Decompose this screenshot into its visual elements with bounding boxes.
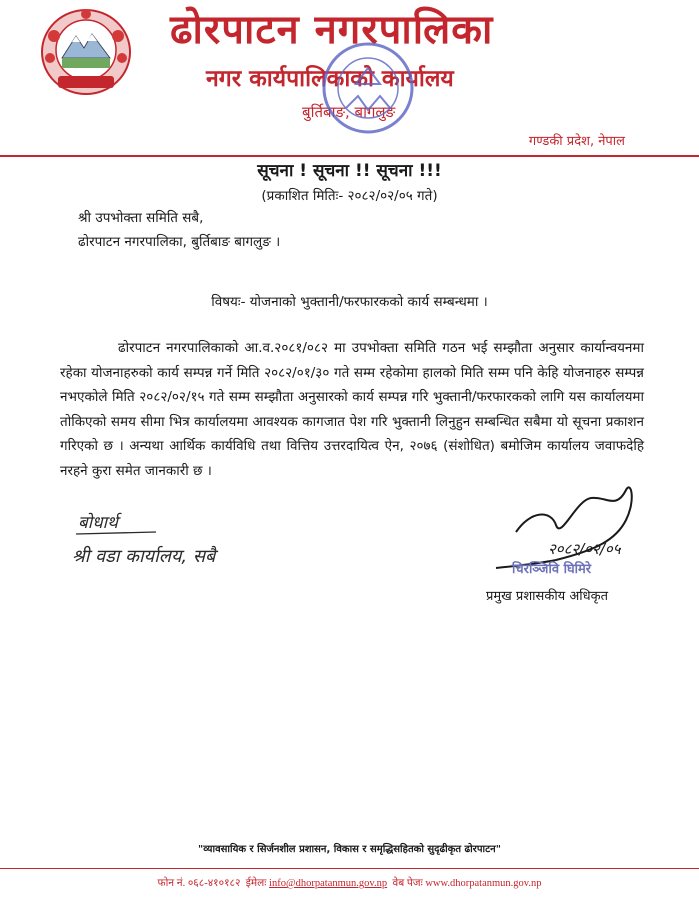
cc-label: बोधार्थ	[78, 513, 118, 533]
email-link[interactable]: info@dhorpatanmun.gov.np	[269, 878, 388, 889]
notice-subject: विषयः- योजनाको भुक्तानी/फरफारकको कार्य सम्बन्धमा ।	[211, 294, 488, 310]
signature-mark	[476, 470, 676, 570]
footer-divider	[0, 868, 699, 869]
contact-footer	[0, 876, 699, 892]
phone-label: फोन नं.	[157, 878, 186, 889]
header-divider	[0, 155, 699, 157]
signatory-name-text: चिरञ्जिवि घिमिरे	[512, 562, 592, 577]
recipient-address: ढोरपाटन नगरपालिका, बुर्तिबाङ बागलुङ ।	[78, 234, 281, 250]
phone-number: ०६८-४१०१८२	[187, 878, 241, 889]
recipient-line: श्री उपभोक्ता समिति सबै,	[78, 210, 204, 226]
website-link[interactable]: www.dhorpatanmun.gov.np	[425, 878, 542, 889]
cc-recipients: श्री वडा कार्यालय, सबै	[72, 546, 216, 567]
province-label: गण्डकी प्रदेश, नेपाल	[528, 134, 625, 149]
nepal-emblem-icon	[40, 6, 132, 96]
cc-handwritten-note	[72, 508, 312, 570]
web-label: वेब पेजः	[392, 878, 423, 889]
email-label: ईमेलः	[245, 878, 267, 889]
signature-date: २०८२/०२/०५	[548, 540, 621, 558]
notice-heading: सूचना ! सूचना !! सूचना !!!	[257, 161, 442, 181]
municipality-title: ढोरपाटन नगरपालिका	[170, 7, 494, 53]
office-stamp-icon	[318, 38, 418, 138]
notice-body: ढोरपाटन नगरपालिकाको आ.व.२०८१/०८२ मा उपभोक्ता समिति गठन भई सम्झौता अनुसार कार्यान्वयनमा रहेका योजनाहरुको कार्य सम्पन्न गर्ने मिति २०८२/०१/३० गते सम्म रहेकोमा हालको मिति सम्म पनि केहि योजनाहरु सम्पन्न नभएकोले मिति २०८२/०२/१५ गते सम्म सम्झौता अनुसारको कार्य सम्पन्न गरि भुक्तानी/फरफारकको लागि यस कार्यालयमा तोकिएको समय सीमा भित्र कार्यालयमा आवश्यक कागजात पेश गरि भुक्तानी लिनुहुन सम्बन्धित सबैमा यो सूचना प्रकाशन गरिएको छ । अन्यथा आर्थिक कार्यविधि तथा वित्तिय उत्तरदायित्व ऐन, २०७६ (संशोधित) बमोजिम कार्यालय जवाफदेहि नरहने कुरा समेत जानकारी छ ।	[60, 340, 644, 479]
signatory-name	[512, 560, 672, 580]
published-date: (प्रकाशित मितिः- २०८२/०२/०५ गते)	[261, 188, 438, 204]
signatory-title: प्रमुख प्रशासकीय अधिकृत	[486, 589, 609, 604]
office-name: नगर कार्यपालिकाको कार्यालय	[206, 66, 454, 92]
slogan: "व्यावसायिक र सिर्जनशील प्रशासन, विकास र समृद्धिसहितको सुदृढीकृत ढोरपाटन"	[198, 844, 501, 855]
office-address: बुर्तिबाङ, बागलुङ	[302, 103, 396, 121]
